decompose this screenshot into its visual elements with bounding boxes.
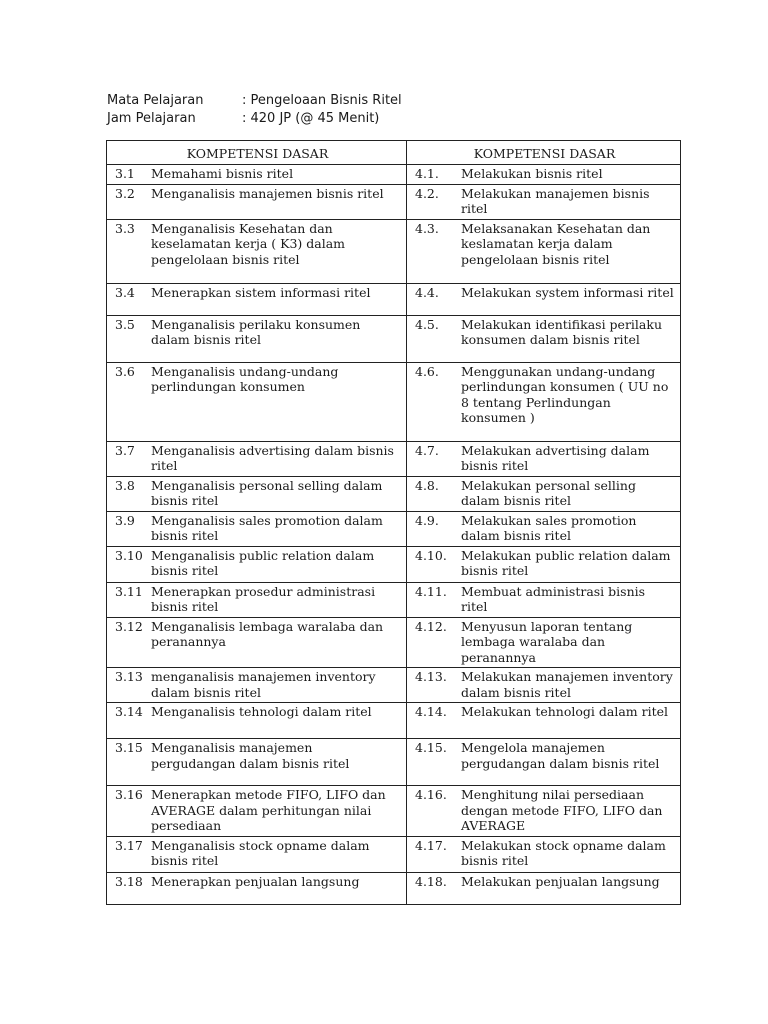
right-competency-text: Menghitung nilai persediaan dengan metode FIFO, LIFO dan AVERAGE [461,787,663,833]
left-competency-number: 3.1 [115,166,135,181]
table-header-row [107,141,681,165]
right-competency-cell [407,165,681,185]
left-competency-cell [107,872,407,904]
left-competency-text: Menganalisis manajemen pergudangan dalam bisnis ritel [151,740,350,771]
left-competency-number: 3.5 [115,316,135,332]
left-competency-text: Menganalisis public relation dalam bisnis ritel [151,547,375,578]
right-competency-text: Melakukan tehnologi dalam ritel [461,704,668,719]
left-competency-number: 3.2 [115,185,135,201]
left-competency-number: 3.18 [115,873,143,889]
right-competency-cell [407,739,681,786]
right-competency-item [415,166,674,182]
table-body [107,165,681,905]
competency-table [106,140,681,905]
left-competency-number: 3.3 [115,220,135,236]
left-competency-text: Menganalisis advertising dalam bisnis ritel [151,442,394,473]
right-competency-cell [407,703,681,739]
left-competency-item [115,364,400,395]
right-competency-item [415,548,674,579]
right-competency-number: 4.2. [415,185,439,201]
left-competency-cell [107,786,407,837]
left-competency-cell [107,668,407,703]
right-competency-cell [407,184,681,219]
left-competency-number: 3.14 [115,704,143,719]
right-competency-text: Melakukan manajemen bisnis ritel [461,185,650,216]
left-column-heading: KOMPETENSI DASAR [107,141,407,165]
right-competency-number: 4.12. [415,618,447,634]
left-competency-text: Menganalisis stock opname dalam bisnis ritel [151,837,370,868]
right-competency-text: Melakukan identifikasi perilaku konsumen dalam bisnis ritel [461,316,662,347]
table-row [107,872,681,904]
right-competency-item [415,186,674,217]
right-competency-text: Melakukan manajemen inventory dalam bisnis ritel [461,669,673,700]
left-competency-number: 3.17 [115,837,143,853]
right-competency-text: Melakukan system informasi ritel [461,284,674,300]
table-row [107,582,681,617]
left-competency-item [115,548,400,579]
left-competency-cell [107,283,407,315]
right-competency-item [415,874,674,890]
right-competency-number: 4.13. [415,669,447,684]
left-competency-text: Menganalisis Kesehatan dan keselamatan kerja ( K3) dalam pengelolaan bisnis ritel [151,220,346,267]
left-competency-cell [107,184,407,219]
left-competency-number: 3.4 [115,284,135,300]
right-competency-number: 4.9. [415,512,439,528]
table-row [107,441,681,476]
left-competency-item [115,221,400,268]
left-competency-item [115,513,400,544]
right-competency-text: Melakukan advertising dalam bisnis ritel [461,442,650,473]
left-competency-text: Menganalisis perilaku konsumen dalam bisnis ritel [151,316,361,347]
right-competency-item [415,740,674,771]
left-competency-text: Menganalisis undang-undang perlindungan konsumen [151,363,339,394]
left-competency-text: Menganalisis lembaga waralaba dan peranannya [151,618,384,649]
right-competency-number: 4.8. [415,477,439,493]
left-competency-cell [107,165,407,185]
hours-label: Jam Pelajaran [107,111,196,126]
right-competency-item [415,704,674,720]
right-competency-number: 4.15. [415,740,447,755]
table-row [107,786,681,837]
left-competency-item [115,838,400,869]
right-competency-cell [407,617,681,668]
left-competency-item [115,186,400,202]
right-competency-number: 4.14. [415,704,447,719]
right-competency-text: Melakukan personal selling dalam bisnis ritel [461,477,636,508]
table-row [107,836,681,872]
right-competency-text: Melakukan public relation dalam bisnis ritel [461,547,671,578]
right-competency-cell [407,546,681,582]
right-competency-number: 4.3. [415,220,439,236]
left-competency-text: Menganalisis sales promotion dalam bisnis ritel [151,512,383,543]
right-column-heading: KOMPETENSI DASAR [407,141,681,165]
right-competency-text: Melakukan stock opname dalam bisnis ritel [461,837,666,868]
right-competency-number: 4.5. [415,316,439,332]
left-competency-cell [107,582,407,617]
right-competency-cell [407,283,681,315]
right-competency-item [415,478,674,509]
right-competency-text: Membuat administrasi bisnis ritel [461,583,646,614]
right-competency-cell [407,668,681,703]
left-competency-number: 3.7 [115,442,135,458]
table-row [107,219,681,283]
right-competency-item [415,584,674,615]
left-competency-cell [107,476,407,511]
right-competency-cell [407,362,681,441]
table-row [107,362,681,441]
left-competency-number: 3.10 [115,547,143,563]
right-competency-item [415,364,674,426]
right-competency-number: 4.17. [415,837,447,853]
left-competency-number: 3.8 [115,477,135,493]
right-competency-number: 4.7. [415,442,439,458]
right-competency-cell [407,836,681,872]
right-competency-text: Menggunakan undang-undang perlindungan konsumen ( UU no 8 tentang Perlindungan konsumen ) [461,363,669,425]
left-competency-cell [107,617,407,668]
left-competency-cell [107,739,407,786]
right-competency-item [415,285,674,301]
left-competency-item [115,740,400,771]
right-competency-text: Melakukan bisnis ritel [461,166,603,181]
left-competency-item [115,669,400,700]
right-competency-cell [407,511,681,546]
left-competency-text: menganalisis manajemen inventory dalam bisnis ritel [151,669,376,700]
subject-value: : Pengeloaan Bisnis Ritel [242,93,402,108]
table-row [107,315,681,362]
right-competency-cell [407,219,681,283]
right-competency-item [415,669,674,700]
table-row [107,511,681,546]
left-competency-text: Menerapkan metode FIFO, LIFO dan AVERAGE dalam perhitungan nilai persediaan [151,787,386,833]
table-row [107,165,681,185]
left-competency-text: Menerapkan sistem informasi ritel [151,284,371,300]
table-row [107,739,681,786]
left-competency-text: Menganalisis tehnologi dalam ritel [151,704,372,719]
left-competency-number: 3.12 [115,618,143,634]
right-competency-number: 4.4. [415,284,439,300]
right-competency-item [415,787,674,834]
left-competency-text: Menganalisis personal selling dalam bisnis ritel [151,477,383,508]
left-competency-item [115,443,400,474]
right-competency-cell [407,872,681,904]
right-competency-item [415,513,674,544]
table-row [107,617,681,668]
left-competency-text: Menerapkan penjualan langsung [151,873,360,889]
left-competency-number: 3.6 [115,363,135,379]
left-competency-text: Menerapkan prosedur administrasi bisnis ritel [151,583,376,614]
table-row [107,184,681,219]
left-competency-cell [107,836,407,872]
right-competency-item [415,619,674,666]
left-competency-item [115,166,400,182]
left-competency-item [115,478,400,509]
right-competency-number: 4.1. [415,166,439,181]
table-row [107,668,681,703]
right-competency-item [415,443,674,474]
right-competency-item [415,221,674,268]
left-competency-number: 3.9 [115,512,135,528]
left-competency-cell [107,315,407,362]
table-row [107,703,681,739]
left-competency-item [115,317,400,348]
right-competency-cell [407,315,681,362]
right-competency-cell [407,786,681,837]
right-competency-cell [407,582,681,617]
right-competency-text: Mengelola manajemen pergudangan dalam bisnis ritel [461,740,660,771]
left-competency-cell [107,441,407,476]
document-header [107,92,402,128]
left-competency-number: 3.16 [115,787,143,802]
right-competency-number: 4.11. [415,583,447,599]
right-competency-number: 4.6. [415,363,439,379]
left-competency-item [115,874,400,890]
left-competency-item [115,704,400,720]
right-competency-item [415,317,674,348]
left-competency-text: Memahami bisnis ritel [151,166,294,181]
left-competency-cell [107,219,407,283]
right-competency-text: Melakukan sales promotion dalam bisnis ritel [461,512,637,543]
left-competency-number: 3.11 [115,583,143,599]
subject-row [107,92,402,110]
right-competency-item [415,838,674,869]
subject-label: Mata Pelajaran [107,93,204,108]
right-competency-number: 4.16. [415,787,447,802]
right-competency-text: Melakukan penjualan langsung [461,873,660,889]
right-competency-cell [407,476,681,511]
left-competency-item [115,787,400,834]
hours-row [107,110,402,128]
right-competency-cell [407,441,681,476]
left-competency-number: 3.15 [115,740,143,755]
table-row [107,546,681,582]
left-competency-text: Menganalisis manajemen bisnis ritel [151,185,384,201]
left-competency-item [115,584,400,615]
left-competency-cell [107,703,407,739]
table-row [107,476,681,511]
left-competency-cell [107,511,407,546]
left-competency-item [115,285,400,301]
right-competency-number: 4.18. [415,873,447,889]
right-competency-text: Melaksanakan Kesehatan dan keslamatan kerja dalam pengelolaan bisnis ritel [461,220,651,267]
left-competency-cell [107,362,407,441]
right-competency-text: Menyusun laporan tentang lembaga waralaba dan peranannya [461,618,633,665]
hours-value: : 420 JP (@ 45 Menit) [242,111,380,126]
right-competency-number: 4.10. [415,547,447,563]
left-competency-item [115,619,400,650]
table-row [107,283,681,315]
left-competency-cell [107,546,407,582]
left-competency-number: 3.13 [115,669,143,684]
